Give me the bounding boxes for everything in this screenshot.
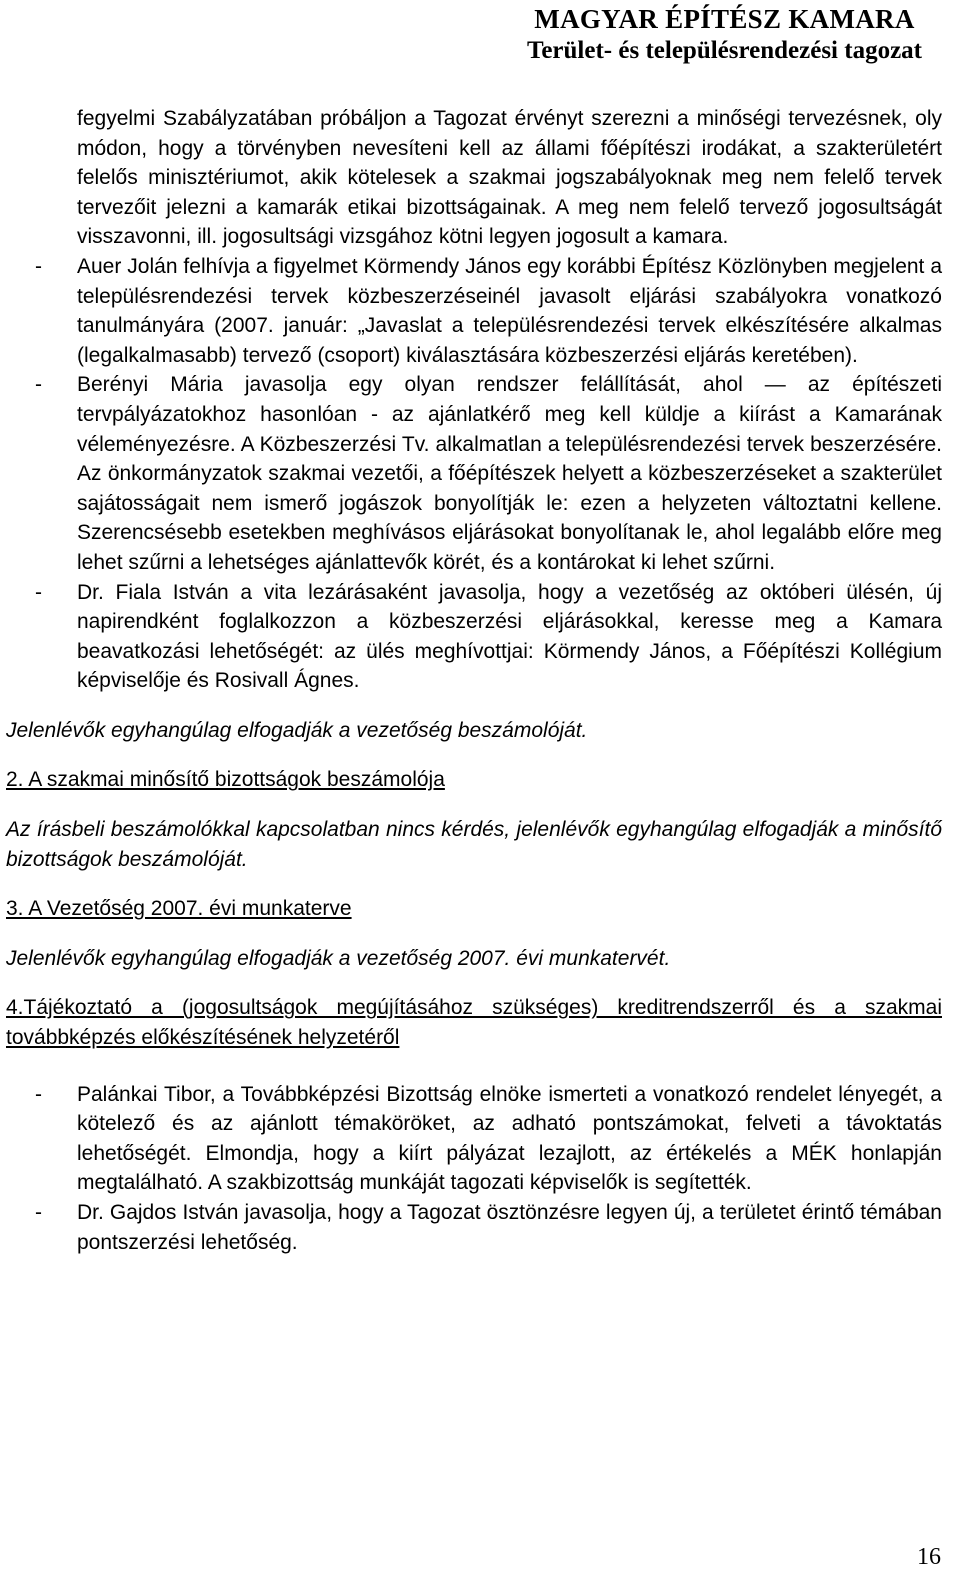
page-number: 16 xyxy=(917,1544,941,1570)
list-dash: - xyxy=(35,1201,42,1224)
list-item-text: Dr. Gajdos István javasolja, hogy a Tagozat ösztönzésre legyen új, a területet érintő témában pontszerzési lehetőség. xyxy=(77,1201,942,1254)
list-dash: - xyxy=(35,580,42,604)
header-organization: MAGYAR ÉPÍTÉSZ KAMARA xyxy=(534,4,915,34)
resolution-text: Jelenlévők egyhangúlag elfogadják a vezetőség 2007. évi munkatervét. xyxy=(6,946,671,970)
document-body xyxy=(6,104,942,1257)
section-heading: 2. A szakmai minősítő bizottságok beszámolója xyxy=(6,768,445,792)
section-heading: 3. A Vezetőség 2007. évi munkaterve xyxy=(6,897,352,921)
resolution-text: Az írásbeli beszámolókkal kapcsolatban nincs kérdés, jelenlévők egyhangúlag elfogadják a minősítő bizottságok beszámolóját. xyxy=(6,818,942,871)
list-item xyxy=(6,252,942,370)
document-header xyxy=(527,4,922,66)
list-item-text: Auer Jolán felhívja a figyelmet Körmendy János egy korábbi Építész Közlönyben megjelent a településrendezési tervek közbeszerzéseinél javasolt eljárási szabályokra vonatkozó tanulmányára (2007. január: „Javaslat a településrendezési tervek elkészítésére alkalmas (legalkalmasabb) tervező (csoport) kiválasztására közbeszerzési eljárás keretében). xyxy=(77,254,942,367)
resolution-text: Jelenlévők egyhangúlag elfogadják a vezetőség beszámolóját. xyxy=(6,718,588,742)
list-item xyxy=(6,578,942,696)
list-item-text: Palánkai Tibor, a Továbbképzési Bizottság elnöke ismerteti a vonatkozó rendelet lényegét, a kötelező és az ajánlott témaköröket, az adható pontszámokat, felveti a távoktatás lehetőségét. Elmondja, hogy a kiírt pályázat lezajlott, az értékelés a MÉK honlapján megtalálható. A szakbizottság munkáját tagozati képviselők is segítették. xyxy=(77,1082,942,1195)
list-dash: - xyxy=(35,254,42,278)
header-section: Terület- és településrendezési tagozat xyxy=(526,37,922,64)
list-item-text: Dr. Fiala István a vita lezárásaként javasolja, hogy a vezetőség az októberi ülésén, új napirendként foglalkozzon a közbeszerzési eljárásokkal, keresse meg a Kamara beavatkozási lehetőségét: az ülés meghívottjai: Körmendy János, a Főépítészi Kollégium képviselője és Rosivall Ágnes. xyxy=(77,580,942,693)
list-item xyxy=(6,370,942,577)
list-dash: - xyxy=(35,373,42,397)
list-item xyxy=(6,1198,942,1257)
list-dash: - xyxy=(35,1082,42,1106)
intro-paragraph: fegyelmi Szabályzatában próbáljon a Tagozat érvényt szerezni a minőségi tervezésnek, oly módon, hogy a törvényben nevesíteni kell az állami főépítészi irodákat, a szakterületért felelős minisztériumot, akik kötelesek a szakmai jogszabályoknak meg nem felelő tervek tervezőit jelezni a kamarák etikai bizottságainak. A meg nem felelő tervező jogosultságát visszavonni, ill. jogosultsági vizsgához kötni legyen jogosult a kamara. xyxy=(77,107,942,249)
list-item-text: Berényi Mária javasolja egy olyan rendszer felállítását, ahol — az építészeti tervpályázatokhoz hasonlóan - az ajánlatkérő meg kell küldje a kiírást a Kamarának véleményezésre. A Közbeszerzési Tv. alkalmatlan a településrendezési tervek beszerzésére. Az önkormányzatok szakmai vezetői, a főépítészek helyett a közbeszerzéseket a szakterület sajátosságait nem ismerő jogászok bonyolítják le: ezen a helyzeten változtatni kellene. Szerencsésebb esetekben meghívásos eljárásokat bonyolítanak le, ahol legalább előre meg lehet szűrni a lehetséges ajánlattevők körét, és a kontárokat ki lehet szűrni. xyxy=(77,373,942,574)
section-heading: 4.Tájékoztató a (jogosultságok megújításához szükséges) kreditrendszerről és a szakmai továbbképzés előkészítésének helyzetéről xyxy=(6,996,942,1050)
list-item xyxy=(6,1080,942,1198)
